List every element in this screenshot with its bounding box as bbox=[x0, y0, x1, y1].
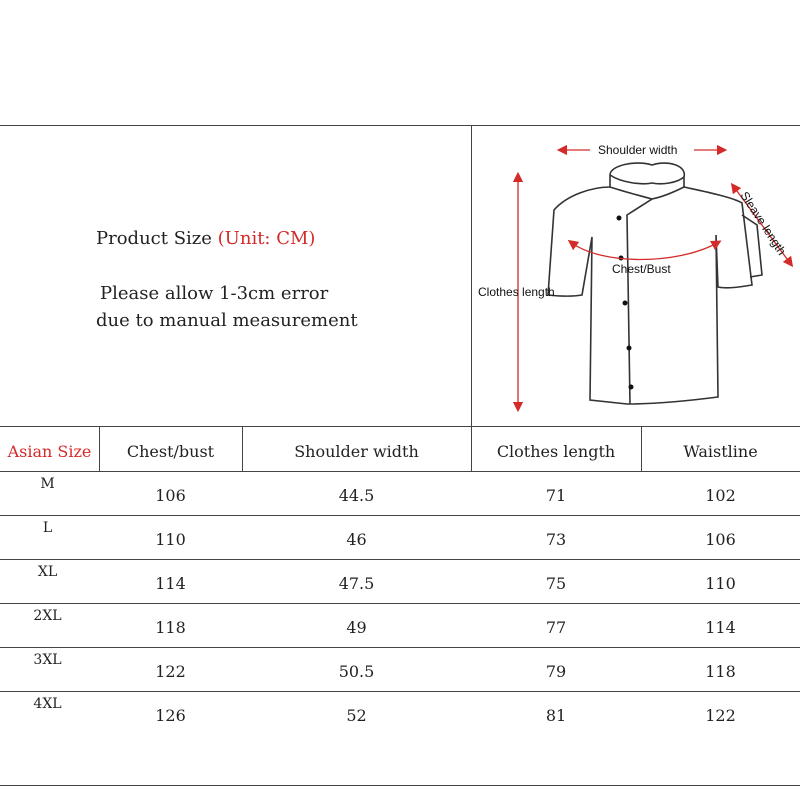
waist-cell: 118 bbox=[705, 662, 736, 681]
grid-line bbox=[0, 559, 800, 560]
waist-cell: 114 bbox=[705, 618, 736, 637]
shoulder-cell: 49 bbox=[346, 618, 367, 637]
shoulder-cell: 44.5 bbox=[338, 486, 375, 505]
size-cell: XL bbox=[37, 564, 58, 580]
length-cell: 71 bbox=[545, 486, 567, 505]
header-asian-size: Asian Size bbox=[7, 442, 92, 461]
chest-cell: 110 bbox=[155, 530, 186, 549]
grid-line bbox=[0, 515, 800, 516]
chest-cell: 106 bbox=[155, 486, 186, 505]
waist-cell: 122 bbox=[705, 706, 736, 725]
header-waistline: Waistline bbox=[683, 442, 758, 461]
size-cell: 4XL bbox=[33, 696, 62, 712]
header-chest-bust: Chest/bust bbox=[126, 442, 215, 461]
length-cell: 73 bbox=[545, 530, 567, 549]
grid-line bbox=[0, 647, 800, 648]
size-cell: 3XL bbox=[33, 652, 62, 668]
size-cell: 2XL bbox=[33, 608, 62, 624]
shoulder-cell: 47.5 bbox=[338, 574, 375, 593]
chest-cell: 114 bbox=[155, 574, 186, 593]
shoulder-width-label: Shoulder width bbox=[598, 143, 678, 157]
title-text: Product Size bbox=[96, 228, 218, 249]
grid-line bbox=[0, 691, 800, 692]
shirt-outline bbox=[548, 163, 762, 404]
shirt-diagram bbox=[472, 125, 800, 426]
unit-label: (Unit: CM) bbox=[217, 228, 316, 249]
length-cell: 75 bbox=[545, 574, 567, 593]
waist-cell: 106 bbox=[705, 530, 736, 549]
clothes-length-label: Clothes length bbox=[478, 285, 555, 299]
grid-line bbox=[0, 785, 800, 786]
length-cell: 81 bbox=[545, 706, 567, 725]
chest-cell: 122 bbox=[155, 662, 186, 681]
size-cell: M bbox=[40, 476, 55, 492]
length-cell: 77 bbox=[545, 618, 567, 637]
chest-arrow bbox=[572, 243, 717, 260]
grid-line bbox=[0, 426, 800, 427]
shoulder-cell: 50.5 bbox=[338, 662, 375, 681]
shoulder-cell: 52 bbox=[346, 706, 367, 725]
size-cell: L bbox=[42, 520, 53, 536]
sleeve-length-label: Sleave length bbox=[737, 189, 789, 258]
grid-line bbox=[0, 471, 800, 472]
chest-cell: 118 bbox=[155, 618, 186, 637]
shoulder-cell: 46 bbox=[346, 530, 367, 549]
chest-bust-label: Chest/Bust bbox=[612, 262, 671, 276]
error-note-line1: Please allow 1-3cm error bbox=[100, 283, 329, 304]
header-clothes-length: Clothes length bbox=[496, 442, 616, 461]
waist-cell: 102 bbox=[705, 486, 736, 505]
header-shoulder-width: Shoulder width bbox=[294, 442, 419, 461]
product-size-title bbox=[96, 228, 315, 249]
chest-cell: 126 bbox=[155, 706, 186, 725]
length-cell: 79 bbox=[545, 662, 567, 681]
grid-line bbox=[0, 603, 800, 604]
error-note-line2: due to manual measurement bbox=[96, 310, 358, 331]
shirt-buttons bbox=[617, 216, 634, 390]
waist-cell: 110 bbox=[705, 574, 736, 593]
